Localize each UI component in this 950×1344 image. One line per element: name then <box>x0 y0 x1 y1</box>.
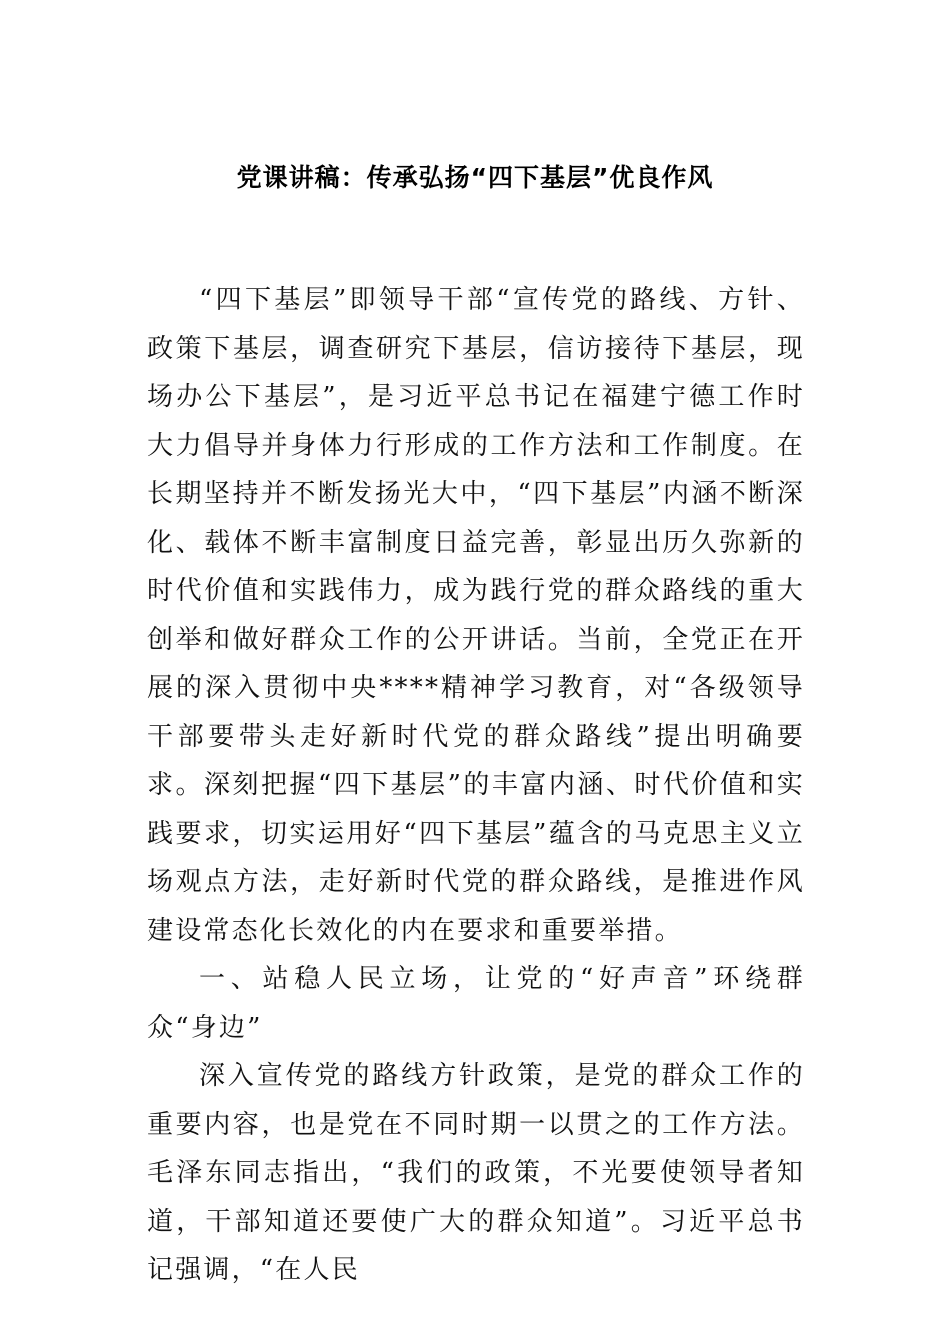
paragraph-intro: “四下基层”即领导干部“宣传党的路线、方针、政策下基层，调查研究下基层，信访接待下基层，现场办公下基层”，是习近平总书记在福建宁德工作时大力倡导并身体力行形成的工作方法和工作制度。在长期坚持并不断发扬光大中，“四下基层”内涵不断深化、载体不断丰富制度日益完善，彰显出历久弥新的时代价值和实践伟力，成为践行党的群众路线的重大创举和做好群众工作的公开讲话。当前，全党正在开展的深入贯彻中央****精神学习教育，对“各级领导干部要带头走好新时代党的群众路线”提出明确要求。深刻把握“四下基层”的丰富内涵、时代价值和实践要求，切实运用好“四下基层”蕴含的马克思主义立场观点方法，走好新时代党的群众路线，是推进作风建设常态化长效化的内在要求和重要举措。 <box>147 285 805 946</box>
document-body <box>147 276 805 1295</box>
document-title: 党课讲稿：传承弘扬“四下基层”优良作风 <box>236 163 714 192</box>
section-heading-1: 一、站稳人民立场，让党的“好声音”环绕群众“身边” <box>147 964 805 1043</box>
paragraph-section-1: 深入宣传党的路线方针政策，是党的群众工作的重要内容，也是党在不同时期一以贯之的工作方法。毛泽东同志指出，“我们的政策，不光要使领导者知道，干部知道还要使广大的群众知道”。习近平总书记强调，“在人民 <box>147 1061 805 1285</box>
